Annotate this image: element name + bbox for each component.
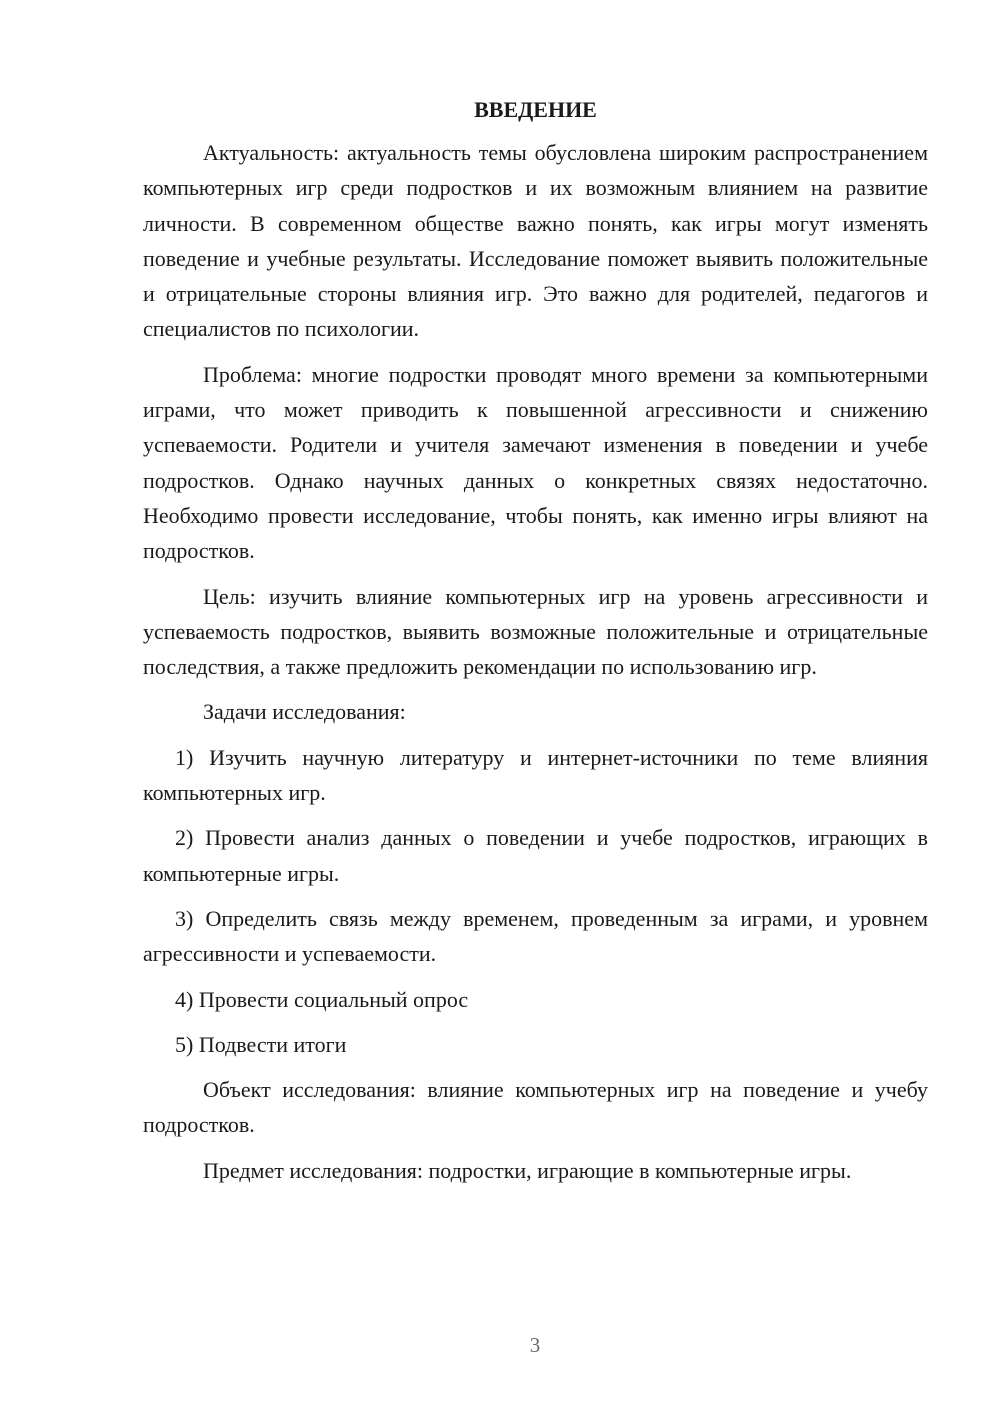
task-item: 5) Подвести итоги — [175, 1031, 347, 1057]
goal-paragraph: Цель: изучить влияние компьютерных игр на уровень агрессивности и успеваемость подростков, выявить возможные положительные и отрицательные последствия, а также предложить рекомендации по использованию игр. — [143, 583, 928, 680]
object-paragraph: Объект исследования: влияние компьютерных игр на поведение и учебу подростков. — [143, 1077, 928, 1138]
document-page — [143, 95, 928, 1198]
task-item: 4) Провести социальный опрос — [175, 986, 469, 1012]
task-item: 1) Изучить научную литературу и интернет-источники по теме влияния компьютерных игр. — [143, 744, 928, 806]
subject-paragraph: Предмет исследования: подростки, играющие в компьютерные игры. — [203, 1157, 852, 1183]
relevance-paragraph: Актуальность: актуальность темы обусловлена широким распространением компьютерных игр среди подростков и их возможным влиянием на развитие личности. В современном обществе важно понять, как игры могут изменять поведение и учебные результаты. Исследование поможет выявить положительные и отрицательные стороны влияния игр. Это важно для родителей, педагогов и специалистов по психологии. — [143, 140, 928, 342]
section-heading: ВВЕДЕНИЕ — [474, 97, 597, 122]
tasks-heading: Задачи исследования: — [203, 699, 406, 725]
page-number: 3 — [529, 1333, 541, 1357]
task-item: 3) Определить связь между временем, проведенным за играми, и уровнем агрессивности и успеваемости. — [143, 905, 928, 967]
problem-paragraph: Проблема: многие подростки проводят много времени за компьютерными играми, что может приводить к повышенной агрессивности и снижению успеваемости. Родители и учителя замечают изменения в поведении и учебе подростков. Однако научных данных о конкретных связях недостаточно. Необходимо провести исследование, чтобы понять, как именно игры влияют на подростков. — [143, 361, 928, 564]
task-item: 2) Провести анализ данных о поведении и учебе подростков, играющих в компьютерные игры. — [143, 825, 928, 886]
